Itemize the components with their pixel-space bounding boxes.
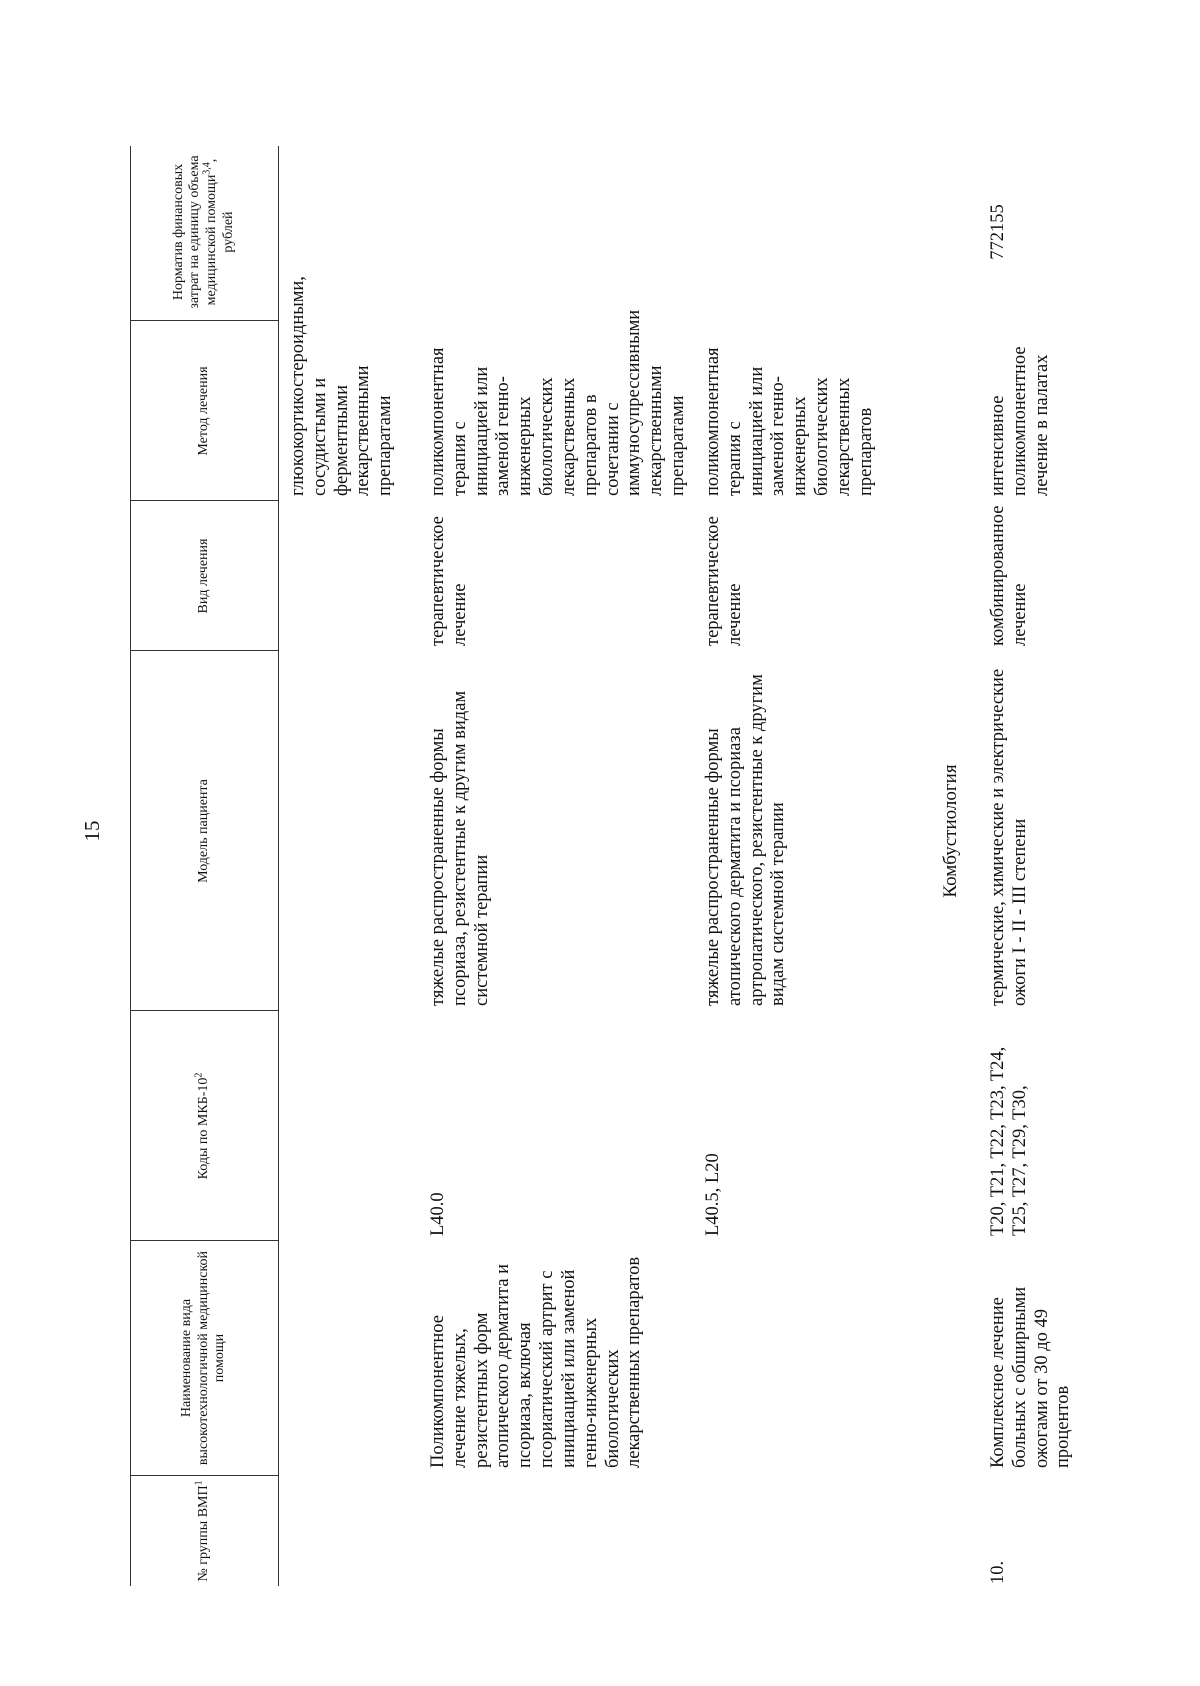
row2-type: терапевтическое лечение xyxy=(703,516,745,646)
col-divider xyxy=(130,1240,278,1241)
row1-codes: L40.0 xyxy=(428,1192,448,1236)
col-divider xyxy=(130,320,278,321)
section-title: Комбустиология xyxy=(940,764,961,898)
header-group-no: № группы ВМП$^1$ xyxy=(193,1480,211,1582)
row2-codes: L40.5, L20 xyxy=(703,1153,723,1236)
header-type: Вид лечения xyxy=(195,538,211,614)
row3-model: термические, химические и электрические ожоги I - II - III степени xyxy=(988,668,1030,1006)
row3-type: комбинированное лечение xyxy=(988,505,1030,646)
row3-norm: 772155 xyxy=(988,204,1008,260)
col-divider xyxy=(130,1010,278,1011)
header-name: Наименование вида высокотехнологичной медицинской помощи xyxy=(179,1250,228,1466)
header-codes: Коды по МКБ-$10^2$ xyxy=(193,1072,211,1180)
row1-type: терапевтическое лечение xyxy=(428,516,470,646)
col-divider xyxy=(130,650,278,651)
row3-codes: T20, T21, T22, T23, T24, T25, T27, T29, T30, xyxy=(988,1046,1030,1236)
row3-no: 10. xyxy=(988,1560,1008,1584)
row1-model: тяжелые распространенные формы псориаза, резистентные к другим видам системной терапии xyxy=(428,690,492,1006)
col-divider xyxy=(130,1475,278,1476)
header-method: Метод лечения xyxy=(195,366,211,456)
page-number: 15 xyxy=(80,820,104,842)
row2-model: тяжелые распространенные формы атопического дерматита и псориаза артропатического, резистентные к другим видам системной терапии xyxy=(703,674,789,1006)
row3-method: интенсивное поликомпонентное лечение в палатах xyxy=(988,346,1052,496)
carry-over-method: глюкокортикостероидными, сосудистыми и ферментными лекарственными препаратами xyxy=(288,276,396,496)
row1-name: Поликомпонентное лечение тяжелых, резистентных форм атопического дерматита и псориаза, включая псориатический артрит с инициацией или заменой генно-инженерных биологических лекарственных препаратов xyxy=(428,1256,645,1468)
row3-name: Комплексное лечение больных с обширными ожогами от 30 до 49 процентов xyxy=(988,1286,1074,1468)
row2-method: поликомпонентная терапия с инициацией или заменой генно-инженерных биологических лекарственных препаратов xyxy=(703,347,876,496)
header-norm: Норматив финансовых затрат на единицу объема медицинской помощи$^{3,4}$, рублей xyxy=(170,155,236,309)
row1-method: поликомпонентная терапия с инициацией или заменой генно-инженерных биологических лекарственных препаратов в сочетании с иммуносупрессивными лекарственными препаратами xyxy=(428,309,689,496)
header-bottom-rule xyxy=(278,146,279,1586)
col-divider xyxy=(130,500,278,501)
header-model: Модель пациента xyxy=(195,779,211,883)
